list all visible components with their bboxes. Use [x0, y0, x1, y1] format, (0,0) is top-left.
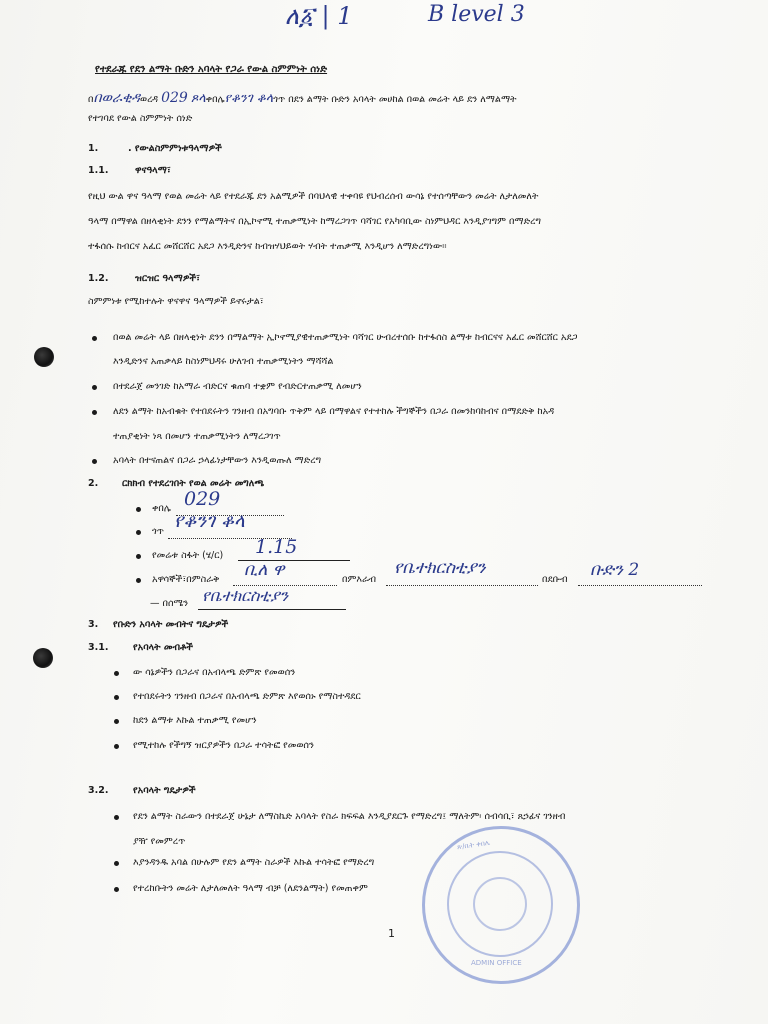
- section2-number: 2.: [88, 478, 99, 489]
- kebele-label: ቀበሌ: [152, 503, 171, 514]
- south-underline: [578, 585, 702, 586]
- section3-1-heading: የአባላት መብቶች: [133, 642, 193, 653]
- intro-tail: ጎጥ በደን ልማት ቡድን አባላት መሀከል በወል መሬት ላይ ደን ለማልማት: [273, 94, 517, 105]
- duty-1-line-1: የደን ልማት ስራውን በተደራጀ ሁኔታ ለማስኬድ አባላት የስራ ክፍፍል እንዲያደርጉ የማድረግ፤ ማለትም፡ ሰብሳቢ፣ ጸኃፊና ገንዘብ: [133, 811, 566, 822]
- intro-line-1: [88, 92, 517, 106]
- section1-1-para-line-2: ዓላማ በማዋል በዘላቂነት ደንን የማልማትና በኢኮኖሚ ተጠቃሚነት ከማረጋገጥ ባሻገር የአካባቢው ስነምህዳር እንዲያገግም በማድረግ: [88, 216, 541, 227]
- official-stamp: [422, 826, 580, 984]
- west-underline: [386, 585, 538, 586]
- bullet: [114, 744, 119, 749]
- area-value: 1.15: [255, 536, 298, 558]
- bullet: [92, 385, 97, 390]
- section1-2-number: 1.2.: [88, 273, 109, 284]
- hw-got-name: የቆንገ ቆላ: [224, 91, 274, 106]
- area-label: የመሬቱ ስፋት (ሄ/ር): [152, 550, 224, 561]
- intro-line-2: የተገባደ የውል ስምምነት ሰነድ: [88, 113, 193, 124]
- hw-woreda: በወራቂዳ: [93, 90, 141, 106]
- objective-3-line-2: ተጠያቂነት ነጻ በመሆን ተጠቃሚነትን ለማረጋገጥ: [113, 431, 281, 442]
- bullet: [136, 507, 141, 512]
- objective-3-line-1: ለደን ልማት ከአብቁት የተበደሩትን ገንዘብ በአግባቡ ጥቅም ላይ በማዋልና የተተከሉ ችግኞችን በጋራ በመንከባከብና በማደድቅ ከአዳ: [113, 406, 555, 417]
- right-1: ው ሳኔዎችን በጋራና በአብላጫ ድምጽ የመወሰን: [133, 667, 296, 678]
- bullet: [92, 336, 97, 341]
- section1-heading: . የውልስምምነቱዓላማዎች: [128, 143, 222, 154]
- section3-1-number: 3.1.: [88, 642, 109, 653]
- bullet: [114, 695, 119, 700]
- handwritten-header-right: B level 3: [428, 2, 525, 27]
- section1-2-heading: ዝርዝር ዓላማዎች፣: [135, 273, 201, 284]
- west-label: በምእራብ: [342, 574, 377, 585]
- right-3: ከደን ልማቱ እኩል ተጠቃሚ የመሆን: [133, 715, 257, 726]
- got-value: የቆንገ ቆላ: [174, 510, 245, 532]
- bullet: [92, 410, 97, 415]
- bullet: [114, 861, 119, 866]
- bullet: [114, 815, 119, 820]
- bullet: [136, 578, 141, 583]
- section3-number: 3.: [88, 619, 99, 630]
- bullet: [114, 719, 119, 724]
- document-title: የተደራጁ የደን ልማት ቡድን አባላት የጋራ የውል ስምምነት ሰነድ: [95, 64, 328, 75]
- got-label: ጎጥ: [152, 526, 164, 537]
- bullet: [92, 459, 97, 464]
- section1-number: 1.: [88, 143, 99, 154]
- duty-1-line-2: ያዥ የመምረጥ: [133, 836, 186, 847]
- duty-2: እያንዳንዱ አባል በሁሉም የደን ልማት ስራዎች እኩል ተሳትፎ የማድረግ: [133, 857, 375, 868]
- bullet: [136, 554, 141, 559]
- east-value: ቢለ ዋ: [244, 560, 285, 580]
- right-2: የተበደሩትን ገንዘብ በጋራና በአብላጫ ድምጽ እየወሰኑ የማስተዳደር: [133, 691, 361, 702]
- south-value: ቡድን 2: [590, 560, 640, 580]
- section3-heading: የቡድን አባላት መብትና ግዴታዎች: [113, 619, 229, 630]
- objective-2: በተደራጀ መንገድ ከአማራ ብድርና ቁጠባ ተቋም የብድርተጠቃሚ ለመሆን: [113, 381, 362, 392]
- north-label-text: በሰሜን: [162, 598, 189, 609]
- south-label: በደቡብ: [542, 574, 568, 585]
- bullet: [136, 530, 141, 535]
- handwritten-header-left: ለ፩ | 1: [285, 2, 353, 30]
- intro-prefix: በ: [88, 94, 94, 105]
- section3-2-number: 3.2.: [88, 785, 109, 796]
- intro-kebele-label: ቀበሌ: [205, 94, 225, 105]
- right-4: የሚተከሉ የችግኝ ዝርያዎችን በጋራ ተሳትፎ የመወሰን: [133, 740, 314, 751]
- intro-woreda-label: ወረዳ: [140, 94, 159, 105]
- section1-1-number: 1.1.: [88, 165, 109, 176]
- hw-kebele-name: ጾላ: [190, 91, 206, 106]
- bullet: [114, 887, 119, 892]
- page-number: 1: [388, 927, 395, 940]
- hw-kebele-number: 029: [161, 90, 188, 106]
- objective-4: አባላት በተናጠልና በጋራ ኃላፊነታቸውን እንዲወጡለ ማድረግ: [113, 455, 322, 466]
- section1-1-para-line-1: የዚህ ውል ዋና ዓላማ የወል መሬት ላይ የተደራጁ ደን አልሚዎች በባህላዊ ተቀባዩ የህብረሰብ ውሳኔ የተሰጣቸውን መሬት ለታለመለት: [88, 191, 539, 202]
- section2-heading: ርክክብ የተደረገበት የወል መሬት መግለጫ: [122, 478, 265, 489]
- stamp-emblem: [473, 877, 527, 931]
- objective-1-line-1: በወል መሬት ላይ በዘላቂነት ደንን በማልማት ኢኮኖሚያዊተጠቃሚነት ባሻገር ሁብረተሰቡ ከተፋሰስ ልማቱ ከብርናና አፈር መሸርሸር አደጋ: [113, 332, 578, 343]
- kebele-value: 029: [184, 488, 221, 510]
- section1-1-para-line-3: ተፋሰሱ ከብርና አፈር መሸርሸር አደጋ እንዲድንና ከብዝሃህይወት ሃብት ተጠቃሚ እንዲሆን ለማድረግነው።: [88, 241, 447, 252]
- section1-1-heading: ዋናዓላማ፣: [135, 165, 171, 176]
- punch-hole-top: [34, 347, 54, 367]
- punch-hole-bottom: [33, 648, 53, 668]
- neighbors-label: አዋሳኞች፣በምስራቅ: [152, 574, 220, 585]
- north-underline: [198, 609, 346, 610]
- stamp-ring-top-text: ጽ/ቤት ቀበሌ: [456, 838, 491, 852]
- stamp-ring-bottom-text: ADMIN OFFICE: [471, 959, 522, 967]
- duty-3: የተረከቡትን መሬት ለታለመለት ዓላማ ብቻ (ለደንልማት) የመጠቀም: [133, 883, 368, 894]
- bullet: [114, 671, 119, 676]
- objective-1-line-2: እንዲድንና አጠቃላይ ከስነምህዳሩ ሁለገብ ተጠቃሚነትን ማሻሻል: [113, 356, 334, 367]
- west-value: የቤተክርስቲያን: [394, 558, 486, 578]
- section1-2-intro: ስምምነቱ የሚከተሉት ዋናዋና ዓላማዎች ይኖሩታል፣: [88, 296, 264, 307]
- north-value: የቤተክርስቲያን: [202, 586, 289, 605]
- north-label: — በሰሜን: [150, 598, 189, 609]
- section3-2-heading: የአባላት ግዴታዎች: [133, 785, 196, 796]
